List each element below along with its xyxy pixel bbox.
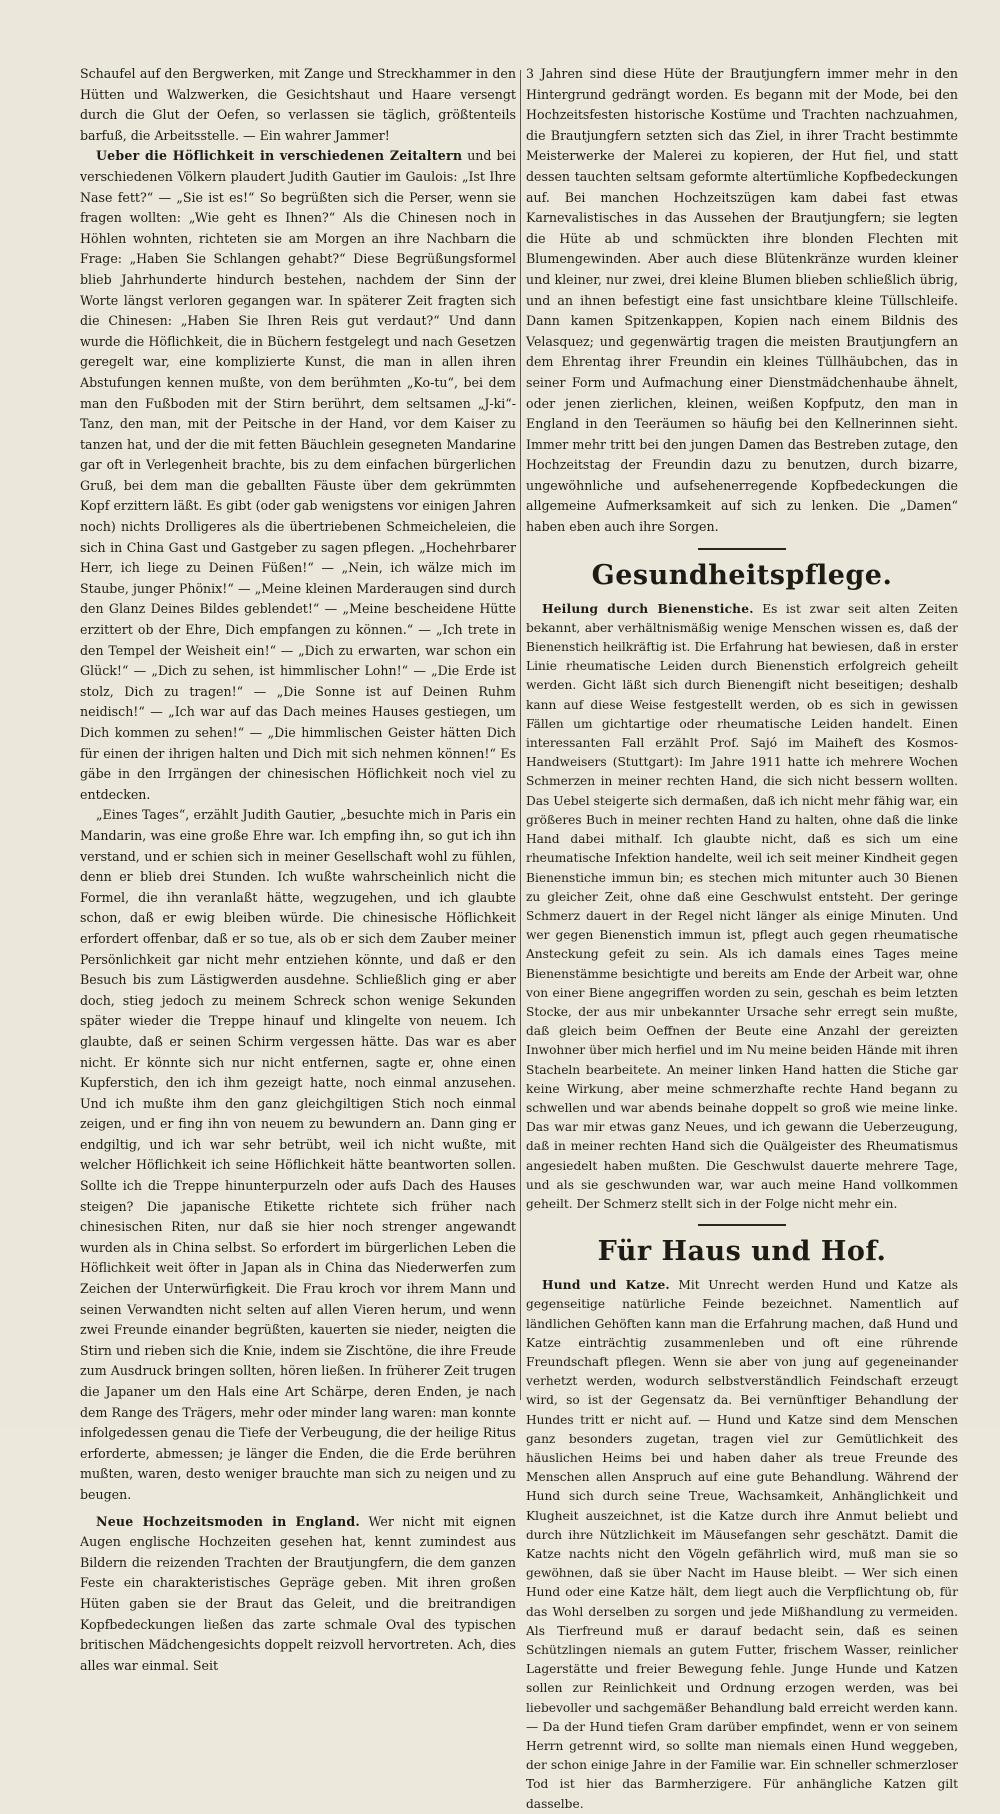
article-wedding bbox=[80, 1512, 516, 1677]
article-dog-cat bbox=[526, 1276, 958, 1814]
section-heading-home: Für Haus und Hof. bbox=[597, 1236, 887, 1268]
section-heading-health: Gesundheitspflege. bbox=[591, 559, 893, 591]
article-dog-cat-heading: Hund und Katze. bbox=[542, 1278, 670, 1293]
left-column bbox=[80, 64, 516, 1673]
column-divider bbox=[520, 70, 521, 1400]
section-divider-rule-2 bbox=[698, 1224, 786, 1226]
article-wedding-continued: 3 Jahren sind diese Hüte der Brautjungfern immer mehr in den Hintergrund gedrängt worden. Es begann mit der Mode, bei den Hochzeitsfesten historische Kostüme und Trachten nachzuahmen, die Brautjungfern setzten sich das Ziel, in ihrer Tracht bestimmte Meisterwerke der Malerei zu kopieren, der Hut fiel, und statt dessen tauchten seltsam geformte altertümliche Kopfbedeckungen auf. Bei manchen Hochzeitszügen kam dabei fast etwas Karnevalistisches in das Aussehen der Brautjungfern; sie legten die Hüte ab und schmückten ihre blonden Flechten mit Blumengewinden. Aber auch diese Blütenkränze wurden kleiner und kleiner, nur zwei, drei kleine Blumen blieben schließlich übrig, und an ihnen befestigt eine fast unsichtbare kleine Tüllschleife. Dann kamen Spitzenkappen, Kopien nach einem Bildnis des Velasquez; und gegenwärtig tragen die meisten Brautjungfern an dem Ehrentag ihrer Freundin ein kleines Tüllhäubchen, das in seiner Form und Aufmachung einer Dienstmädchenhaube ähnelt, oder jenen zierlichen, kleinen, weißen Kopfputz, den man in England in den Teeräumen so häufig bei den Kellnerinnen sieht. Immer mehr tritt bei den jungen Damen das Bestreben zutage, den Hochzeitstag der Freundin dazu zu benutzen, durch bizarre, ungewöhnliche und aufsehenerregende Kopfbedeckungen die allgemeine Aufmerksamkeit auf sich zu lenken. Die „Damen“ haben eben auch ihre Sorgen. bbox=[526, 66, 958, 535]
article-politeness bbox=[80, 146, 516, 805]
article-bees-text: Es ist zwar seit alten Zeiten bekannt, aber verhältnismäßig wenige Menschen wissen es, daß der Bienenstich heilkräftig ist. Die Erfahrung hat bewiesen, daß in erster Linie rheumatische Leiden durch Bienenstich erfolgreich geheilt werden. Gicht läßt sich durch Bienengift nicht beseitigen; deshalb kann auf diese Weise festgestellt werden, ob es sich in gewissen Fällen um gichtartige oder rheumatische Leiden handelt. Einen interessanten Fall erzählt Prof. Sajó im Maiheft des Kosmos-Handweisers (Stuttgart): Im Jahre 1911 hatte ich mehrere Wochen Schmerzen in meiner rechten Hand, die sich nicht bessern wollten. Das Uebel steigerte sich dermaßen, daß ich nicht mehr fähig war, ein größeres Buch in meiner rechten Hand zu halten, ohne daß die linke Hand dabei mithalf. Ich glaubte nicht, daß es sich um eine rheumatische Infektion handelte, weil ich seit meiner Kindheit gegen Bienenstiche immun bin; es stechen mich mitunter auch 30 Bienen zu gleicher Zeit, ohne daß eine Geschwulst entsteht. Der geringe Schmerz dauert in der Regel nicht länger als einige Minuten. Und wer gegen Bienenstich immun ist, pflegt auch gegen rheumatische Ansteckung gefeit zu sein. Als ich damals eines Tages meine Bienenstämme besichtigte und bereits am Ende der Arbeit war, ohne von einer Biene angegriffen worden zu sein, geschah es beim letzten Stocke, der aus mir unbekannter Ursache sehr erregt sein mußte, daß gleich beim Oeffnen der Beute eine Anzahl der gereizten Inwohner über mich herfiel und im Nu meine beiden Hände mit ihren Stacheln bearbeitete. An meiner linken Hand hatten die Stiche gar keine Wirkung, aber meine schmerzhafte rechte Hand begann zu schwellen und war abends beinahe doppelt so groß wie meine linke. Das war mir etwas ganz Neues, und ich gewann die Ueberzeugung, daß in meiner rechten Hand sich die Quälgeister des Rheumatismus angesiedelt haben mußten. Die Geschwulst dauerte mehrere Tage, und als sie geschwunden war, war auch meine Hand vollkommen geheilt. Der Schmerz stellt sich in der Folge nicht mehr ein. bbox=[526, 601, 958, 1211]
article-wedding-text: Wer nicht mit eignen Augen englische Hochzeiten gesehen hat, kennt zumindest aus Bildern die reizenden Trachten der Brautjungfern, die dem ganzen Feste ein charakteristisches Gepräge geben. Mit ihren großen Hüten gaben sie der Braut das Geleit, und die breitrandigen Kopfbedeckungen ließen das zarte schmale Oval des typischen britischen Mädchengesichts doppelt reizvoll hervortreten. Ach, dies alles war einmal. Seit bbox=[80, 1513, 516, 1673]
article-dog-cat-text: Mit Unrecht werden Hund und Katze als gegenseitige natürliche Feinde bezeichnet. Namentlich auf ländlichen Gehöften kann man die Erfahrung machen, daß Hund und Katze einträchtig zusammenleben und oft eine rührende Freundschaft pflegen. Wenn sie aber von jung auf gegeneinander verhetzt werden, wodurch selbstverständlich Feindschaft erzeugt wird, so ist der Gegensatz da. Bei vernünftiger Behandlung der Hundes tritt er nicht auf. — Hund und Katze sind dem Menschen ganz besonders zugetan, tragen viel zur Gemütlichkeit des häuslichen Heims bei und haben daher als treue Freunde des Menschen allen Anspruch auf eine gute Behandlung. Während der Hund sich durch seine Treue, Wachsamkeit, Anhänglichkeit und Klugheit auszeichnet, ist die Katze durch ihre Anmut beliebt und durch ihre Nützlichkeit im Mäusefangen sehr geschätzt. Damit die Katze nachts nicht den Vögeln gefährlich wird, muß man sie so gewöhnen, daß sie über Nacht im Hause bleibt. — Wer sich einen Hund oder eine Katze hält, dem liegt auch die Verpflichtung ob, für das Wohl derselben zu sorgen und jede Mißhandlung zu vermeiden. Als Tierfreund muß er darauf bedacht sein, daß es seinen Schützlingen niemals an gutem Futter, frischem Wasser, reinlicher Lagerstätte und freier Bewegung fehle. Junge Hunde und Katzen sollen zur Reinlichkeit und Ordnung erzogen werden, was bei liebevoller und sachgemäßer Behandlung bald erreicht werden kann. — Da der Hund tiefen Gram darüber empfindet, wenn er von seinem Herrn getrennt wird, so sollte man niemals einen Hund weggeben, der schon einige Jahre in der Familie war. Ein schneller schmerzloser Tod ist hier das Barmherzigere. Für anhängliche Katzen gilt dasselbe. bbox=[526, 1278, 958, 1811]
article-bees bbox=[526, 600, 958, 1215]
article-bees-heading: Heilung durch Bienenstiche. bbox=[542, 601, 754, 616]
paragraph-continued: Schaufel auf den Bergwerken, mit Zange und Streckhammer in den Hütten und Walzwerken, die Gesichtshaut und Haare versengt durch die Glut der Oefen, so verlassen sie täglich, größtenteils barfuß, die Arbeitsstelle. — Ein wahrer Jammer! bbox=[80, 66, 516, 143]
article-politeness-heading: Ueber die Höflichkeit in verschiedenen Zeitaltern bbox=[96, 148, 463, 164]
article-politeness-paragraph-2: „Eines Tages“, erzählt Judith Gautier, „besuchte mich in Paris ein Mandarin, was eine große Ehre war. Ich empfing ihn, so gut ich ihn verstand, und er schien sich in meiner Gesellschaft wohl zu fühlen, denn er blieb drei Stunden. Ich wußte wahrscheinlich nicht die Formel, die ihn veranlaßt hätte, wegzugehen, und ich glaubte schon, daß er ewig bleiben würde. Die chinesische Höflichkeit erfordert offenbar, daß er so tue, als ob er sich dem Zauber meiner Persönlichkeit gar nicht mehr entziehen könnte, und daß er den Besuch bis zum Lästigwerden ausdehne. Schließlich ging er aber doch, stieg jedoch zu meinem Schreck schon wenige Sekunden später wieder die Treppe hinauf und klingelte von neuem. Ich glaubte, daß er seinen Schirm vergessen hätte. Das war es aber nicht. Er könnte sich nur nicht entfernen, sagte er, ohne einen Kupferstich, den ich ihm gezeigt hatte, noch einmal anzusehen. Und ich mußte ihm den ganz gleichgiltigen Stich noch einmal zeigen, und er fing ihn von neuem zu bewundern an. Dann ging er endgiltig, und ich war sehr betrübt, weil ich nicht wußte, mit welcher Höflichkeit ich seine Höflichkeit hätte beantworten sollen. Sollte ich die Treppe hinunterpurzeln oder aufs Dach des Hauses steigen? Die japanische Etikette richtete sich früher nach chinesischen Riten, nur daß sie hier noch strenger angewandt wurden als in China selbst. So erfordert im bürgerlichen Leben die Höflichkeit weit öfter in Japan als in China das Niederwerfen zum Zeichen der Unterwürfigkeit. Die Frau kroch vor ihrem Mann und seinen Verwandten nicht selten auf allen Vieren herum, und wenn zwei Freunde einander begrüßten, kauerten sie nieder, neigten die Stirn und rieben sich die Knie, indem sie Zischtöne, die ihre Freude zum Ausdruck bringen sollten, hören ließen. In früherer Zeit trugen die Japaner um den Hals eine Art Schärpe, deren Enden, je nach dem Range des Trägers, mehr oder minder lang waren: man konnte infolgedessen genau die Tiefe der Verbeugung, die der heilige Ritus erforderte, abmessen; je länger die Enden, die die Erde berühren mußten, waren, desto weniger brauchte man sich zu neigen und zu beugen. bbox=[80, 807, 516, 1502]
right-column bbox=[526, 64, 958, 1811]
article-politeness-text: und bei verschiedenen Völkern plaudert Judith Gautier im Gaulois: „Ist Ihre Nase fett?“ — „Sie ist es!“ So begrüßten sich die Perser, wenn sie fragen wollten: „Wie geht es Ihnen?“ Als die Chinesen noch in Höhlen wohnten, richteten sie am Morgen an ihre Nachbarn die Frage: „Haben Sie Schlangen gehabt?“ Diese Begrüßungsformel blieb Jahrhunderte hindurch bestehen, nachdem der Sinn der Worte längst verloren gegangen war. In späterer Zeit fragten sich die Chinesen: „Haben Sie Ihren Reis gut verdaut?“ Und dann wurde die Höflichkeit, die in Büchern festgelegt und nach Gesetzen geregelt war, eine komplizierte Kunst, die man in allen ihren Abstufungen kennen mußte, von dem berühmten „Ko-tu“, bei dem man den Fußboden mit der Stirn berührt, dem seltsamen „J-ki“-Tanz, den man, mit der Peitsche in der Hand, vor dem Kaiser zu tanzen hat, und der die mit fetten Bäuchlein gesegneten Mandarine gar oft in Verlegenheit brachte, bis zu dem einfachen bürgerlichen Gruß, bei dem man die geballten Fäuste über dem gekrümmten Kopf erzittern läßt. Es gibt (oder gab wenigstens vor einigen Jahren noch) nichts Drolligeres als die übertriebenen Schmeicheleien, die sich in China Gast und Gastgeber zu sagen pflegen. „Hochehrbarer Herr, ich liege zu Deinen Füßen!“ — „Nein, ich wälze mich im Staube, junger Phönix!“ — „Meine kleinen Marderaugen sind durch den Glanz Deines Bildes geblendet!“ — „Meine bescheidene Hütte erzittert ob der Ehre, Dich empfangen zu können.“ — „Ich trete in den Tempel der Weisheit ein!“ — „Dich zu erwarten, war schon ein Glück!“ — „Dich zu sehen, ist himmlischer Lohn!“ — „Die Erde ist stolz, Dich zu tragen!“ — „Die Sonne ist auf Deinen Ruhm neidisch!“ — „Ich war auf das Dach meines Hauses gestiegen, um Dich kommen zu sehen!“ — „Die himmlischen Geister hätten Dich für einen der ihrigen halten und Dich mit sich nehmen können!“ Es gäbe in den Irrgängen der chinesischen Höflichkeit noch viel zu entdecken. bbox=[80, 148, 516, 802]
article-wedding-heading: Neue Hochzeitsmoden in England. bbox=[96, 1513, 360, 1529]
section-divider-rule bbox=[698, 548, 786, 550]
